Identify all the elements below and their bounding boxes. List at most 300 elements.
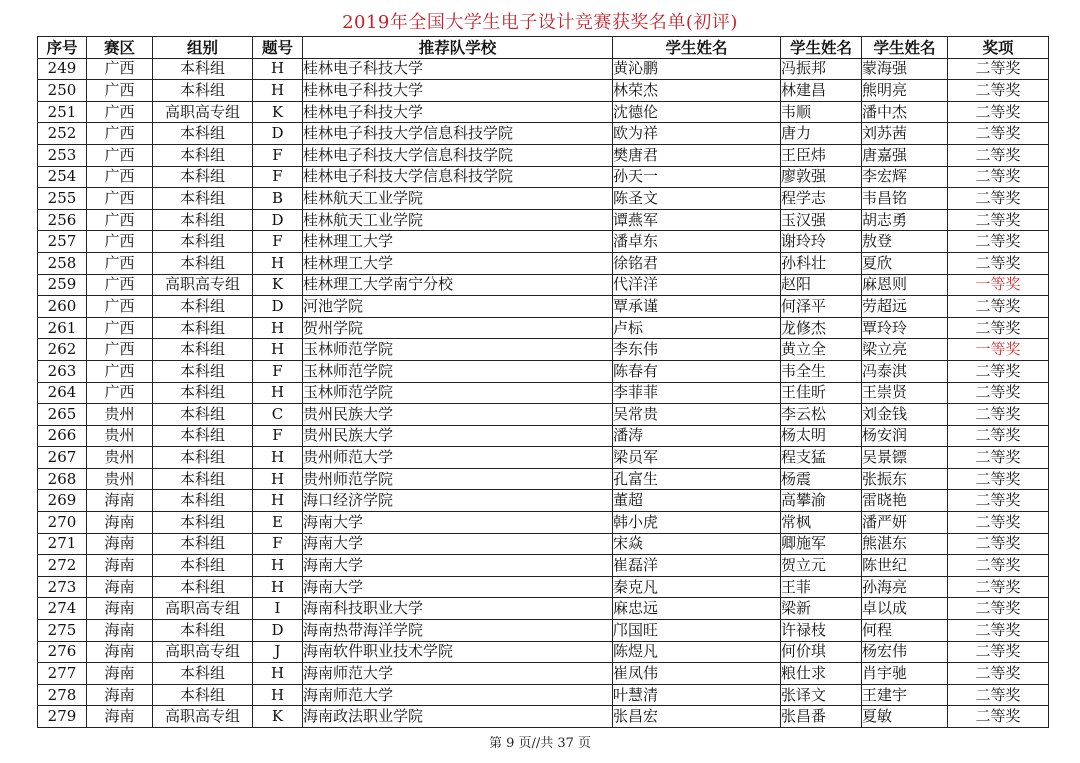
cell-problem: H <box>253 317 303 339</box>
cell-student-1: 潘涛 <box>613 425 781 447</box>
cell-award: 二等奖 <box>948 641 1049 663</box>
cell-student-2: 常枫 <box>781 512 862 534</box>
cell-group: 本科组 <box>153 382 253 404</box>
cell-index: 262 <box>38 339 87 361</box>
cell-student-3: 唐嘉强 <box>862 144 948 166</box>
cell-student-1: 梁员军 <box>613 447 781 469</box>
cell-index: 267 <box>38 447 87 469</box>
cell-region: 广西 <box>87 317 153 339</box>
cell-student-2: 何泽平 <box>781 296 862 318</box>
cell-student-1: 徐铭君 <box>613 252 781 274</box>
cell-group: 本科组 <box>153 663 253 685</box>
cell-group: 本科组 <box>153 188 253 210</box>
cell-region: 广西 <box>87 360 153 382</box>
cell-student-3: 李宏辉 <box>862 166 948 188</box>
table-row <box>38 144 1049 166</box>
cell-student-3: 杨安润 <box>862 425 948 447</box>
cell-region: 贵州 <box>87 468 153 490</box>
table-row <box>38 425 1049 447</box>
cell-school: 玉林师范学院 <box>303 339 613 361</box>
cell-region: 广西 <box>87 382 153 404</box>
table-row <box>38 447 1049 469</box>
cell-group: 高职高专组 <box>153 641 253 663</box>
table-row <box>38 576 1049 598</box>
cell-problem: F <box>253 144 303 166</box>
table-row <box>38 555 1049 577</box>
cell-index: 263 <box>38 360 87 382</box>
cell-group: 本科组 <box>153 209 253 231</box>
table-row <box>38 101 1049 123</box>
cell-student-3: 王建宇 <box>862 684 948 706</box>
cell-student-1: 谭燕军 <box>613 209 781 231</box>
award-table <box>37 36 1049 728</box>
table-row <box>38 296 1049 318</box>
cell-student-1: 秦克凡 <box>613 576 781 598</box>
cell-region: 广西 <box>87 166 153 188</box>
cell-student-1: 麻忠远 <box>613 598 781 620</box>
header-problem: 题号 <box>253 37 303 59</box>
cell-problem: H <box>253 382 303 404</box>
cell-student-3: 雷晓艳 <box>862 490 948 512</box>
cell-student-2: 粮仕求 <box>781 663 862 685</box>
document-title: 2019年全国大学生电子设计竞赛获奖名单(初评) <box>342 12 738 33</box>
cell-student-1: 崔凤伟 <box>613 663 781 685</box>
cell-award: 二等奖 <box>948 317 1049 339</box>
cell-student-3: 陈世纪 <box>862 555 948 577</box>
cell-group: 本科组 <box>153 339 253 361</box>
cell-group: 本科组 <box>153 80 253 102</box>
cell-student-1: 叶慧清 <box>613 684 781 706</box>
cell-student-2: 贺立元 <box>781 555 862 577</box>
cell-student-1: 陈圣文 <box>613 188 781 210</box>
cell-school: 玉林师范学院 <box>303 382 613 404</box>
cell-school: 海南大学 <box>303 576 613 598</box>
cell-problem: H <box>253 490 303 512</box>
table-row <box>38 360 1049 382</box>
cell-award: 二等奖 <box>948 188 1049 210</box>
cell-school: 贺州学院 <box>303 317 613 339</box>
cell-index: 253 <box>38 144 87 166</box>
cell-problem: D <box>253 296 303 318</box>
cell-award: 二等奖 <box>948 166 1049 188</box>
cell-award: 二等奖 <box>948 706 1049 728</box>
cell-region: 贵州 <box>87 425 153 447</box>
cell-student-1: 沈德伦 <box>613 101 781 123</box>
cell-region: 海南 <box>87 533 153 555</box>
cell-group: 本科组 <box>153 447 253 469</box>
cell-school: 桂林电子科技大学 <box>303 58 613 80</box>
cell-student-1: 董超 <box>613 490 781 512</box>
cell-school: 桂林电子科技大学 <box>303 101 613 123</box>
cell-award: 二等奖 <box>948 533 1049 555</box>
cell-index: 264 <box>38 382 87 404</box>
cell-index: 265 <box>38 404 87 426</box>
cell-award: 二等奖 <box>948 512 1049 534</box>
cell-index: 268 <box>38 468 87 490</box>
cell-problem: H <box>253 663 303 685</box>
cell-award: 二等奖 <box>948 447 1049 469</box>
table-row <box>38 80 1049 102</box>
cell-region: 广西 <box>87 339 153 361</box>
cell-student-2: 韦顺 <box>781 101 862 123</box>
cell-student-3: 韦昌铭 <box>862 188 948 210</box>
cell-school: 桂林电子科技大学信息科技学院 <box>303 166 613 188</box>
header-index: 序号 <box>38 37 87 59</box>
cell-region: 海南 <box>87 555 153 577</box>
cell-school: 桂林理工大学 <box>303 231 613 253</box>
cell-student-2: 冯振邦 <box>781 58 862 80</box>
cell-student-3: 熊湛东 <box>862 533 948 555</box>
cell-group: 本科组 <box>153 123 253 145</box>
cell-student-3: 潘严妍 <box>862 512 948 534</box>
cell-index: 260 <box>38 296 87 318</box>
cell-student-1: 张昌宏 <box>613 706 781 728</box>
cell-student-1: 孙天一 <box>613 166 781 188</box>
cell-problem: H <box>253 58 303 80</box>
header-student-3: 学生姓名 <box>862 37 948 59</box>
cell-award: 二等奖 <box>948 404 1049 426</box>
cell-group: 本科组 <box>153 166 253 188</box>
cell-group: 高职高专组 <box>153 706 253 728</box>
cell-region: 广西 <box>87 231 153 253</box>
cell-group: 高职高专组 <box>153 101 253 123</box>
cell-index: 259 <box>38 274 87 296</box>
cell-index: 251 <box>38 101 87 123</box>
cell-school: 海南大学 <box>303 512 613 534</box>
table-header-row <box>38 37 1049 59</box>
cell-problem: H <box>253 252 303 274</box>
cell-index: 278 <box>38 684 87 706</box>
cell-problem: H <box>253 555 303 577</box>
cell-group: 本科组 <box>153 252 253 274</box>
cell-student-3: 熊明亮 <box>862 80 948 102</box>
cell-group: 本科组 <box>153 317 253 339</box>
cell-school: 海南软件职业技术学院 <box>303 641 613 663</box>
cell-student-3: 夏敏 <box>862 706 948 728</box>
table-row <box>38 468 1049 490</box>
header-group: 组别 <box>153 37 253 59</box>
table-row <box>38 404 1049 426</box>
header-award: 奖项 <box>948 37 1049 59</box>
cell-student-3: 杨宏伟 <box>862 641 948 663</box>
cell-problem: H <box>253 339 303 361</box>
cell-student-2: 卿施军 <box>781 533 862 555</box>
cell-award: 二等奖 <box>948 360 1049 382</box>
cell-region: 海南 <box>87 490 153 512</box>
cell-student-3: 夏欣 <box>862 252 948 274</box>
cell-student-1: 李东伟 <box>613 339 781 361</box>
cell-student-1: 卢标 <box>613 317 781 339</box>
cell-region: 广西 <box>87 123 153 145</box>
table-row <box>38 598 1049 620</box>
cell-student-1: 代洋洋 <box>613 274 781 296</box>
cell-region: 广西 <box>87 252 153 274</box>
cell-group: 本科组 <box>153 533 253 555</box>
cell-student-2: 唐力 <box>781 123 862 145</box>
cell-group: 本科组 <box>153 555 253 577</box>
cell-group: 本科组 <box>153 404 253 426</box>
table-row <box>38 620 1049 642</box>
cell-index: 277 <box>38 663 87 685</box>
cell-region: 海南 <box>87 620 153 642</box>
cell-school: 桂林电子科技大学 <box>303 80 613 102</box>
cell-school: 贵州民族大学 <box>303 404 613 426</box>
cell-student-3: 麻恩则 <box>862 274 948 296</box>
cell-index: 257 <box>38 231 87 253</box>
cell-region: 海南 <box>87 576 153 598</box>
cell-problem: H <box>253 576 303 598</box>
cell-index: 270 <box>38 512 87 534</box>
cell-student-2: 程支猛 <box>781 447 862 469</box>
cell-student-3: 梁立亮 <box>862 339 948 361</box>
cell-group: 高职高专组 <box>153 598 253 620</box>
cell-group: 高职高专组 <box>153 274 253 296</box>
cell-award: 二等奖 <box>948 209 1049 231</box>
cell-student-2: 黄立全 <box>781 339 862 361</box>
cell-award: 二等奖 <box>948 620 1049 642</box>
cell-school: 桂林理工大学 <box>303 252 613 274</box>
cell-school: 桂林理工大学南宁分校 <box>303 274 613 296</box>
cell-school: 海南政法职业学院 <box>303 706 613 728</box>
cell-student-2: 梁新 <box>781 598 862 620</box>
cell-group: 本科组 <box>153 512 253 534</box>
cell-index: 258 <box>38 252 87 274</box>
cell-school: 海南大学 <box>303 555 613 577</box>
cell-region: 海南 <box>87 512 153 534</box>
table-row <box>38 166 1049 188</box>
cell-student-3: 肖宇驰 <box>862 663 948 685</box>
cell-group: 本科组 <box>153 620 253 642</box>
cell-school: 海南科技职业大学 <box>303 598 613 620</box>
table-row <box>38 123 1049 145</box>
cell-group: 本科组 <box>153 58 253 80</box>
cell-student-1: 陈春有 <box>613 360 781 382</box>
cell-student-2: 李云松 <box>781 404 862 426</box>
table-row <box>38 317 1049 339</box>
cell-problem: K <box>253 706 303 728</box>
cell-student-1: 潘卓东 <box>613 231 781 253</box>
cell-school: 桂林航天工业学院 <box>303 188 613 210</box>
cell-problem: D <box>253 209 303 231</box>
cell-problem: F <box>253 360 303 382</box>
cell-group: 本科组 <box>153 684 253 706</box>
cell-school: 海南师范大学 <box>303 663 613 685</box>
cell-student-3: 潘中杰 <box>862 101 948 123</box>
cell-student-3: 孙海亮 <box>862 576 948 598</box>
cell-index: 271 <box>38 533 87 555</box>
cell-region: 贵州 <box>87 404 153 426</box>
cell-award: 一等奖 <box>948 274 1049 296</box>
cell-student-2: 王臣炜 <box>781 144 862 166</box>
cell-student-1: 崔磊洋 <box>613 555 781 577</box>
cell-student-1: 欧为祥 <box>613 123 781 145</box>
cell-student-2: 谢玲玲 <box>781 231 862 253</box>
cell-index: 279 <box>38 706 87 728</box>
cell-student-3: 胡志勇 <box>862 209 948 231</box>
cell-student-1: 林荣杰 <box>613 80 781 102</box>
cell-student-2: 许禄枝 <box>781 620 862 642</box>
cell-student-3: 何程 <box>862 620 948 642</box>
cell-award: 二等奖 <box>948 425 1049 447</box>
cell-student-3: 蒙海强 <box>862 58 948 80</box>
cell-school: 贵州师范学院 <box>303 468 613 490</box>
cell-student-1: 吴常贵 <box>613 404 781 426</box>
table-row <box>38 533 1049 555</box>
table-row <box>38 209 1049 231</box>
cell-problem: F <box>253 533 303 555</box>
cell-student-1: 李菲菲 <box>613 382 781 404</box>
cell-award: 二等奖 <box>948 382 1049 404</box>
cell-group: 本科组 <box>153 425 253 447</box>
cell-student-1: 黄沁鹏 <box>613 58 781 80</box>
cell-region: 广西 <box>87 144 153 166</box>
cell-award: 二等奖 <box>948 490 1049 512</box>
cell-group: 本科组 <box>153 468 253 490</box>
cell-school: 桂林电子科技大学信息科技学院 <box>303 123 613 145</box>
header-region: 赛区 <box>87 37 153 59</box>
cell-student-2: 玉汉强 <box>781 209 862 231</box>
cell-award: 二等奖 <box>948 684 1049 706</box>
cell-group: 本科组 <box>153 360 253 382</box>
cell-index: 261 <box>38 317 87 339</box>
cell-region: 海南 <box>87 641 153 663</box>
table-row <box>38 512 1049 534</box>
table-row <box>38 706 1049 728</box>
cell-problem: H <box>253 80 303 102</box>
cell-student-3: 王崇贤 <box>862 382 948 404</box>
table-row <box>38 339 1049 361</box>
cell-region: 海南 <box>87 598 153 620</box>
cell-problem: F <box>253 425 303 447</box>
cell-problem: D <box>253 620 303 642</box>
cell-region: 广西 <box>87 274 153 296</box>
cell-index: 276 <box>38 641 87 663</box>
cell-award: 二等奖 <box>948 663 1049 685</box>
cell-school: 海南师范大学 <box>303 684 613 706</box>
cell-index: 254 <box>38 166 87 188</box>
cell-student-2: 杨震 <box>781 468 862 490</box>
cell-region: 海南 <box>87 706 153 728</box>
cell-student-2: 孙科壮 <box>781 252 862 274</box>
table-row <box>38 663 1049 685</box>
cell-school: 桂林航天工业学院 <box>303 209 613 231</box>
cell-student-3: 卓以成 <box>862 598 948 620</box>
cell-award: 一等奖 <box>948 339 1049 361</box>
cell-group: 本科组 <box>153 296 253 318</box>
cell-student-2: 王菲 <box>781 576 862 598</box>
cell-problem: F <box>253 231 303 253</box>
cell-award: 二等奖 <box>948 576 1049 598</box>
cell-student-2: 赵阳 <box>781 274 862 296</box>
cell-student-2: 林建昌 <box>781 80 862 102</box>
cell-problem: I <box>253 598 303 620</box>
cell-region: 贵州 <box>87 447 153 469</box>
cell-student-1: 宋焱 <box>613 533 781 555</box>
table-row <box>38 231 1049 253</box>
cell-award: 二等奖 <box>948 101 1049 123</box>
cell-student-2: 王佳昕 <box>781 382 862 404</box>
cell-group: 本科组 <box>153 490 253 512</box>
cell-problem: F <box>253 166 303 188</box>
cell-index: 252 <box>38 123 87 145</box>
cell-index: 269 <box>38 490 87 512</box>
cell-region: 广西 <box>87 188 153 210</box>
cell-student-3: 刘金钱 <box>862 404 948 426</box>
cell-region: 海南 <box>87 663 153 685</box>
cell-award: 二等奖 <box>948 144 1049 166</box>
cell-award: 二等奖 <box>948 231 1049 253</box>
cell-student-3: 敖登 <box>862 231 948 253</box>
cell-student-3: 覃玲玲 <box>862 317 948 339</box>
cell-region: 海南 <box>87 684 153 706</box>
cell-region: 广西 <box>87 209 153 231</box>
header-school: 推荐队学校 <box>303 37 613 59</box>
cell-student-2: 张译文 <box>781 684 862 706</box>
cell-student-3: 冯泰淇 <box>862 360 948 382</box>
cell-problem: K <box>253 274 303 296</box>
cell-region: 广西 <box>87 101 153 123</box>
cell-award: 二等奖 <box>948 296 1049 318</box>
cell-problem: D <box>253 123 303 145</box>
cell-problem: H <box>253 468 303 490</box>
cell-school: 海南热带海洋学院 <box>303 620 613 642</box>
cell-award: 二等奖 <box>948 80 1049 102</box>
cell-award: 二等奖 <box>948 58 1049 80</box>
table-row <box>38 188 1049 210</box>
cell-index: 273 <box>38 576 87 598</box>
cell-index: 255 <box>38 188 87 210</box>
cell-student-2: 高攀渝 <box>781 490 862 512</box>
cell-student-3: 张振东 <box>862 468 948 490</box>
cell-student-3: 劳超远 <box>862 296 948 318</box>
cell-region: 广西 <box>87 296 153 318</box>
cell-student-2: 廖敦强 <box>781 166 862 188</box>
cell-student-1: 孔富生 <box>613 468 781 490</box>
table-row <box>38 274 1049 296</box>
cell-school: 河池学院 <box>303 296 613 318</box>
cell-school: 海口经济学院 <box>303 490 613 512</box>
cell-student-2: 程学志 <box>781 188 862 210</box>
cell-student-1: 邝国旺 <box>613 620 781 642</box>
cell-index: 275 <box>38 620 87 642</box>
cell-student-1: 樊唐君 <box>613 144 781 166</box>
cell-award: 二等奖 <box>948 123 1049 145</box>
cell-student-3: 刘苏茜 <box>862 123 948 145</box>
header-student-2: 学生姓名 <box>781 37 862 59</box>
table-row <box>38 490 1049 512</box>
cell-problem: E <box>253 512 303 534</box>
cell-award: 二等奖 <box>948 555 1049 577</box>
cell-school: 玉林师范学院 <box>303 360 613 382</box>
cell-student-2: 龙修杰 <box>781 317 862 339</box>
cell-award: 二等奖 <box>948 598 1049 620</box>
cell-group: 本科组 <box>153 144 253 166</box>
cell-index: 256 <box>38 209 87 231</box>
cell-problem: B <box>253 188 303 210</box>
cell-student-1: 覃承谨 <box>613 296 781 318</box>
cell-problem: K <box>253 101 303 123</box>
cell-school: 贵州师范大学 <box>303 447 613 469</box>
cell-award: 二等奖 <box>948 468 1049 490</box>
cell-index: 250 <box>38 80 87 102</box>
cell-problem: H <box>253 684 303 706</box>
table-row <box>38 684 1049 706</box>
cell-student-2: 韦全生 <box>781 360 862 382</box>
cell-student-1: 陈煜凡 <box>613 641 781 663</box>
cell-region: 广西 <box>87 58 153 80</box>
cell-index: 266 <box>38 425 87 447</box>
cell-school: 桂林电子科技大学信息科技学院 <box>303 144 613 166</box>
